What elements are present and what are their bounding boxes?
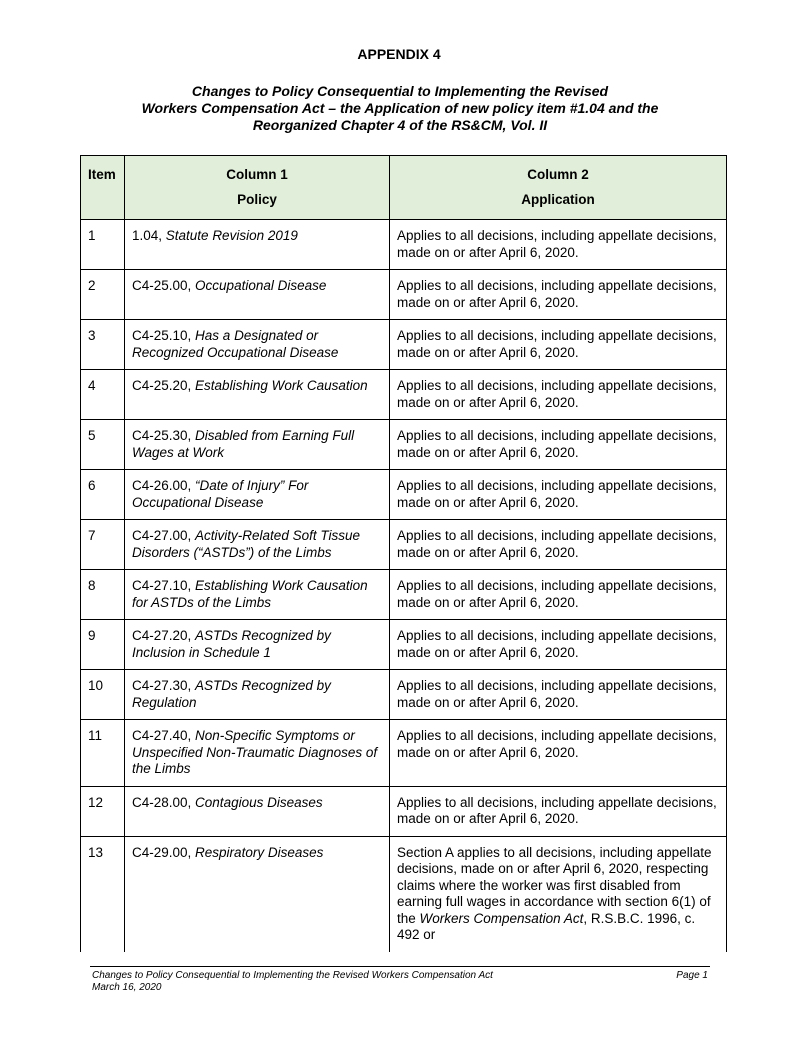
subtitle-line-3: Reorganized Chapter 4 of the RS&CM, Vol. II [252, 117, 548, 133]
footer-date: March 16, 2020 [92, 982, 162, 993]
item-number: 5 [81, 420, 125, 470]
policy-table [80, 155, 727, 952]
item-number: 13 [81, 836, 125, 952]
policy-code: C4-29.00, [132, 844, 196, 860]
header-item: Item [81, 156, 125, 220]
policy-cell [125, 220, 390, 270]
application-cell: Applies to all decisions, including appellate decisions, made on or after April 6, 2020. [390, 420, 727, 470]
page-title: APPENDIX 4 [357, 46, 441, 62]
policy-name: ASTDs Recognized by Inclusion in Schedule 1 [132, 628, 331, 660]
policy-code: C4-27.40, [132, 728, 196, 743]
table-row [81, 520, 727, 570]
item-number: 12 [81, 786, 125, 836]
table-header-row [81, 156, 727, 220]
application-cell: Applies to all decisions, including appellate decisions, made on or after April 6, 2020. [390, 370, 727, 420]
policy-name: Respiratory Diseases [195, 844, 324, 860]
policy-code: C4-25.20, [132, 378, 196, 393]
application-cell: Applies to all decisions, including appellate decisions, made on or after April 6, 2020. [390, 786, 727, 836]
table-row [81, 620, 727, 670]
policy-name: Disabled from Earning Full Wages at Work [132, 428, 355, 460]
table-row [81, 570, 727, 620]
policy-cell [125, 270, 390, 320]
page-footer [92, 970, 710, 994]
application-cell: Applies to all decisions, including appellate decisions, made on or after April 6, 2020. [390, 520, 727, 570]
table-row [81, 220, 727, 270]
policy-code: C4-28.00, [132, 794, 196, 810]
footer-divider [90, 966, 710, 967]
header-column-1-sublabel: Policy [237, 192, 277, 207]
policy-cell [125, 320, 390, 370]
header-column-2-label: Column 2 [527, 167, 589, 182]
policy-name: “Date of Injury” For Occupational Disease [132, 478, 309, 510]
footer-doc-title: Changes to Policy Consequential to Implementing the Revised Workers Compensation Act [92, 970, 493, 981]
table-row [81, 670, 727, 720]
policy-name: Statute Revision 2019 [165, 228, 298, 243]
table-row [81, 320, 727, 370]
item-number: 2 [81, 270, 125, 320]
table-row [81, 786, 727, 836]
item-number: 11 [81, 720, 125, 787]
policy-cell [125, 370, 390, 420]
header-column-2-sublabel: Application [521, 192, 595, 207]
header-column-1 [125, 156, 390, 220]
policy-name: ASTDs Recognized by Regulation [132, 678, 331, 710]
policy-code: C4-25.10, [132, 328, 196, 343]
table-row [81, 420, 727, 470]
policy-code: C4-26.00, [132, 478, 196, 493]
policy-cell [125, 786, 390, 836]
policy-name: Occupational Disease [195, 278, 327, 293]
policy-code: C4-25.00, [132, 278, 196, 293]
item-number: 10 [81, 670, 125, 720]
policy-cell [125, 420, 390, 470]
policy-cell [125, 836, 390, 952]
item-number: 9 [81, 620, 125, 670]
policy-code: 1.04, [132, 228, 166, 243]
table-row [81, 836, 727, 952]
table-row [81, 270, 727, 320]
application-cell: Applies to all decisions, including appellate decisions, made on or after April 6, 2020. [390, 670, 727, 720]
application-cell: Applies to all decisions, including appellate decisions, made on or after April 6, 2020. [390, 570, 727, 620]
item-number: 1 [81, 220, 125, 270]
item-number: 6 [81, 470, 125, 520]
header-column-2 [390, 156, 727, 220]
policy-cell [125, 670, 390, 720]
policy-code: C4-27.10, [132, 578, 196, 593]
item-number: 7 [81, 520, 125, 570]
policy-code: C4-27.30, [132, 678, 196, 693]
policy-name: Activity-Related Soft Tissue Disorders (“ASTDs”) of the Limbs [132, 528, 360, 560]
application-cell: Applies to all decisions, including appellate decisions, made on or after April 6, 2020. [390, 220, 727, 270]
footer-page-number: Page 1 [676, 970, 708, 981]
application-text-cont: , R.S.B.C. 1996, c. 492 or [397, 910, 696, 942]
application-cell [390, 836, 727, 952]
policy-cell [125, 570, 390, 620]
table-row [81, 370, 727, 420]
policy-cell [125, 520, 390, 570]
table-row [81, 470, 727, 520]
subtitle-line-2: Workers Compensation Act – the Application of new policy item #1.04 and the [141, 100, 659, 116]
policy-name: Contagious Diseases [195, 794, 323, 810]
application-cell: Applies to all decisions, including appellate decisions, made on or after April 6, 2020. [390, 270, 727, 320]
subtitle-line-1: Changes to Policy Consequential to Implementing the Revised [191, 83, 609, 99]
header-column-1-label: Column 1 [226, 167, 288, 182]
policy-code: C4-25.30, [132, 428, 196, 443]
application-cell: Applies to all decisions, including appellate decisions, made on or after April 6, 2020. [390, 620, 727, 670]
table-row [81, 720, 727, 787]
policy-cell [125, 620, 390, 670]
policy-cell [125, 470, 390, 520]
policy-cell [125, 720, 390, 787]
policy-name: Non-Specific Symptoms or Unspecified Non-Traumatic Diagnoses of the Limbs [132, 728, 378, 776]
policy-name: Establishing Work Causation for ASTDs of the Limbs [132, 578, 368, 610]
policy-name: Establishing Work Causation [195, 378, 368, 393]
act-name: Workers Compensation Act [419, 910, 584, 926]
document-subtitle [80, 83, 720, 134]
item-number: 8 [81, 570, 125, 620]
application-cell: Applies to all decisions, including appellate decisions, made on or after April 6, 2020. [390, 470, 727, 520]
item-number: 3 [81, 320, 125, 370]
application-cell: Applies to all decisions, including appellate decisions, made on or after April 6, 2020. [390, 720, 727, 787]
application-text: Section A applies to all decisions, including appellate decisions, made on or after April 6, 2020, respecting claims where the worker was first disabled from earning full wages in accordance with section 6(1) of the [397, 844, 712, 926]
application-cell: Applies to all decisions, including appellate decisions, made on or after April 6, 2020. [390, 320, 727, 370]
policy-code: C4-27.20, [132, 628, 196, 643]
policy-code: C4-27.00, [132, 528, 196, 543]
table-body [81, 220, 727, 952]
item-number: 4 [81, 370, 125, 420]
policy-name: Has a Designated or Recognized Occupational Disease [132, 328, 339, 360]
